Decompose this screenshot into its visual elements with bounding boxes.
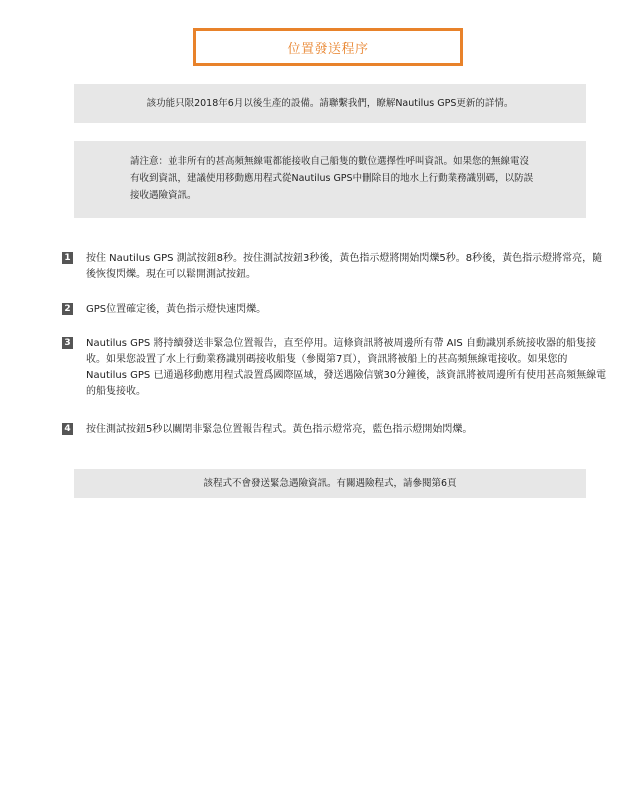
notice-distress-text: 該程式不會發送緊急遇險資訊。有關遇險程式，請參閱第6頁 [203,478,457,489]
step-text: Nautilus GPS 將持續發送非緊急位置報告，直至停用。這條資訊將被周邊所有帶 AIS 自動識別系統接收器的船隻接收。如果您設置了水上行動業務識別碼接收船隻（參閱第7頁），資訊將被船上的甚高頻無線電接收。如果您的 Nautilus GPS 已通過移動應用程式設置爲國際區域，發送遇險信號30分鐘後，該資訊將被周邊所有使用甚高頻無線電的船隻接收。 [86,338,607,397]
notice-distress [74,469,586,498]
notice-warning [74,141,586,218]
step-number-badge: 3 [62,337,73,349]
step-text: 按住測試按鈕5秒以關閉非緊急位置報告程式。黃色指示燈常亮，藍色指示燈開始閃爍。 [86,424,473,435]
notice-warning-text: 請注意：並非所有的甚高頻無線電都能接收自己船隻的數位選擇性呼叫資訊。如果您的無線電沒有收到資訊，建議使用移動應用程式從Nautilus GPS中刪除目的地水上行動業務識別碼，以防誤接收遇險資訊。 [130,156,534,201]
section-title-box [193,28,463,66]
page-title: 位置發送程序 [287,41,369,57]
step-number-badge: 4 [62,423,73,435]
step-number-badge: 1 [62,252,73,264]
step-text: GPS位置確定後，黃色指示燈快速閃爍。 [86,304,267,315]
notice-availability [74,84,586,123]
step-number-badge: 2 [62,303,73,315]
notice-availability-text: 該功能只限2018年6月以後生產的設備。請聯繫我們，瞭解Nautilus GPS更新的詳情。 [146,98,514,109]
step-text: 按住 Nautilus GPS 測試按鈕8秒。按住測試按鈕3秒後，黃色指示燈將開始閃爍5秒。8秒後，黃色指示燈將常亮，隨後恢復閃爍。現在可以鬆開測試按鈕。 [86,253,603,280]
